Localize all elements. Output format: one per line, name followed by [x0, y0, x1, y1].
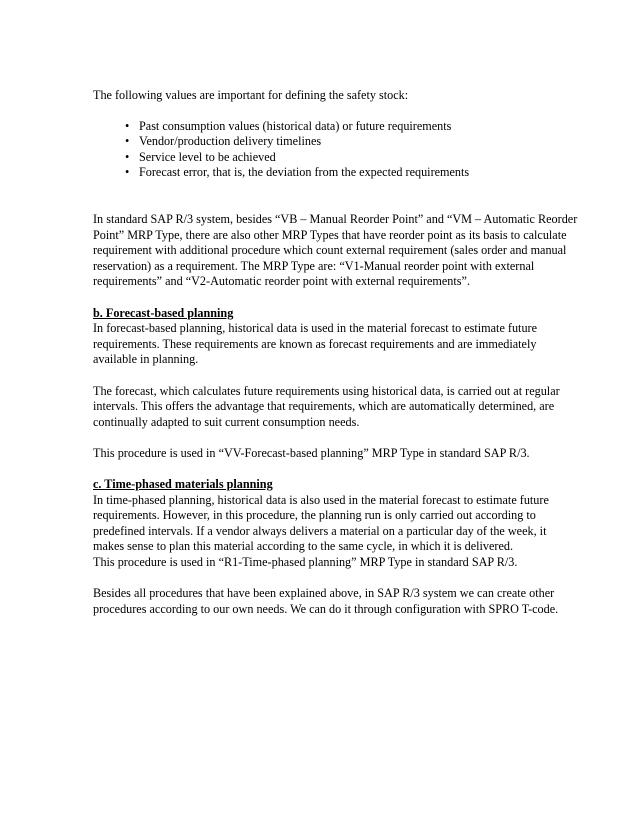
section-b-paragraph-1: In forecast-based planning, historical data is used in the material forecast to estimate future requirements. These requirements are known as forecast requirements and are immediately available in planning.	[93, 321, 538, 367]
list-item: • Vendor/production delivery timelines	[125, 134, 578, 150]
section-c-paragraph-1: In time-phased planning, historical data is also used in the material forecast to estimate future requirements. However, in this procedure, the planning run is only carried out according to predefined intervals. If a vendor always delivers a material on a particular day of the week, it makes sense to plan this material according to the same cycle, in which it is delivered.	[93, 492, 549, 554]
list-item: • Service level to be achieved	[125, 150, 578, 166]
reorder-point-paragraph: In standard SAP R/3 system, besides “VB – Manual Reorder Point” and “VM – Automatic Reorder Point” MRP Type, there are also other MRP Types that have reorder point as its basis to calculate requirement with additional procedure which count external requirement (sales order and manual reservation) as a requirement. The MRP Type are: “V1-Manual reorder point with external requirements” and “V2-Automatic reorder point with external requirements”.	[93, 211, 578, 289]
section-c-heading: c. Time-phased materials planning	[93, 477, 273, 492]
section-b-heading: b. Forecast-based planning	[93, 305, 234, 320]
section-b-paragraph-2: The forecast, which calculates future requirements using historical data, is carried out at regular intervals. This offers the advantage that requirements, which are automatically determined, are continually adapted to suit current consumption needs.	[93, 383, 560, 429]
section-b-paragraph-3: This procedure is used in “VV-Forecast-based planning” MRP Type in standard SAP R/3.	[93, 445, 530, 460]
closing-paragraph: Besides all procedures that have been explained above, in SAP R/3 system we can create other procedures according to our own needs. We can do it through configuration with SPRO T-code.	[93, 586, 559, 616]
safety-stock-list	[93, 119, 578, 181]
intro-text: The following values are important for defining the safety stock:	[93, 88, 409, 102]
list-item: • Forecast error, that is, the deviation from the expected requirements	[125, 165, 578, 181]
section-c-paragraph-2: This procedure is used in “R1-Time-phased planning” MRP Type in standard SAP R/3.	[93, 555, 518, 570]
list-item: • Past consumption values (historical data) or future requirements	[125, 119, 578, 135]
